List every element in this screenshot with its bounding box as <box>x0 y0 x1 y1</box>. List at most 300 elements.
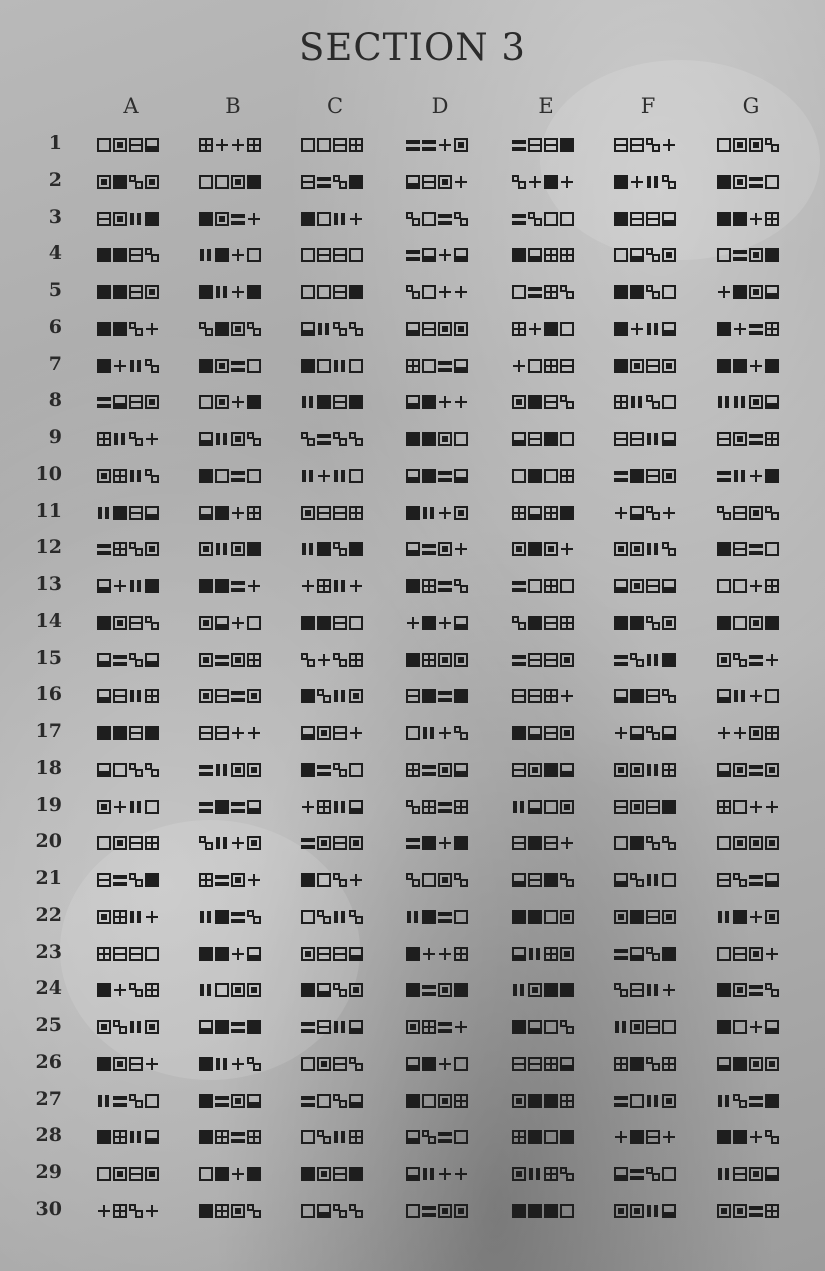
open-square-icon <box>301 138 315 152</box>
symbol-cell-b-8 <box>199 393 261 411</box>
dotted-square-icon <box>512 1094 526 1108</box>
filled-square-icon <box>512 910 526 924</box>
filled-square-icon <box>113 322 127 336</box>
symbol-cell-f-30 <box>614 1202 676 1220</box>
open-square-icon <box>215 983 229 997</box>
open-square-icon <box>662 395 676 409</box>
dotted-square-icon <box>662 1094 676 1108</box>
symbol-cell-e-19 <box>512 798 574 816</box>
twin-bars-icon <box>422 506 436 520</box>
symbol-cell-a-17 <box>97 724 159 742</box>
dotted-square-icon <box>145 1020 159 1034</box>
filled-square-icon <box>317 542 331 556</box>
split-square-icon <box>113 689 127 703</box>
dotted-square-icon <box>97 175 111 189</box>
filled-square-icon <box>406 432 420 446</box>
bottom-filled-square-icon <box>765 1020 779 1034</box>
split-square-icon <box>528 689 542 703</box>
filled-square-icon <box>247 1167 261 1181</box>
symbol-cell-d-16 <box>406 687 468 705</box>
step-squares-icon <box>662 836 676 850</box>
symbol-cell-d-8 <box>406 393 468 411</box>
step-squares-icon <box>317 910 331 924</box>
open-square-icon <box>662 873 676 887</box>
step-squares-icon <box>560 1167 574 1181</box>
symbol-cell-f-28 <box>614 1128 676 1146</box>
twin-bars-icon <box>129 689 143 703</box>
double-bar-icon <box>438 1130 452 1144</box>
plus-icon <box>438 506 452 520</box>
dotted-square-icon <box>749 1057 763 1071</box>
dotted-square-icon <box>749 138 763 152</box>
dotted-square-icon <box>113 138 127 152</box>
symbol-cell-a-22 <box>97 908 159 926</box>
dotted-square-icon <box>630 1020 644 1034</box>
symbol-cell-b-3 <box>199 210 261 228</box>
cross-square-icon <box>113 910 127 924</box>
bottom-filled-square-icon <box>512 873 526 887</box>
bottom-filled-square-icon <box>97 579 111 593</box>
filled-square-icon <box>765 1094 779 1108</box>
symbol-cell-g-27 <box>717 1092 779 1110</box>
filled-square-icon <box>528 910 542 924</box>
twin-bars-icon <box>333 689 347 703</box>
plus-icon <box>301 579 315 593</box>
bottom-filled-square-icon <box>145 653 159 667</box>
symbol-cell-c-26 <box>301 1055 363 1073</box>
plus-icon <box>454 285 468 299</box>
filled-square-icon <box>215 248 229 262</box>
filled-square-icon <box>145 726 159 740</box>
filled-square-icon <box>528 1204 542 1218</box>
symbol-cell-c-18 <box>301 761 363 779</box>
twin-bars-icon <box>333 1130 347 1144</box>
split-square-icon <box>528 432 542 446</box>
open-square-icon <box>406 726 420 740</box>
open-square-icon <box>97 1167 111 1181</box>
symbol-cell-f-3 <box>614 210 676 228</box>
row-number: 3 <box>48 205 62 228</box>
dotted-square-icon <box>765 763 779 777</box>
twin-bars-icon <box>129 579 143 593</box>
split-square-icon <box>129 138 143 152</box>
symbol-cell-d-9 <box>406 430 468 448</box>
twin-bars-icon <box>301 469 315 483</box>
split-square-icon <box>406 689 420 703</box>
step-squares-icon <box>247 432 261 446</box>
open-square-icon <box>145 947 159 961</box>
cross-square-icon <box>349 506 363 520</box>
dotted-square-icon <box>349 983 363 997</box>
open-square-icon <box>349 469 363 483</box>
symbol-cell-f-29 <box>614 1165 676 1183</box>
symbol-cell-b-12 <box>199 540 261 558</box>
step-squares-icon <box>247 1057 261 1071</box>
symbol-cell-c-22 <box>301 908 363 926</box>
open-square-icon <box>317 138 331 152</box>
dotted-square-icon <box>145 542 159 556</box>
dotted-square-icon <box>630 579 644 593</box>
step-squares-icon <box>646 616 660 630</box>
dotted-square-icon <box>438 763 452 777</box>
symbol-cell-g-28 <box>717 1128 779 1146</box>
symbol-cell-b-28 <box>199 1128 261 1146</box>
split-square-icon <box>333 248 347 262</box>
symbol-cell-c-6 <box>301 320 363 338</box>
filled-square-icon <box>113 285 127 299</box>
split-square-icon <box>630 212 644 226</box>
split-square-icon <box>560 359 574 373</box>
filled-square-icon <box>560 1130 574 1144</box>
bottom-filled-square-icon <box>630 248 644 262</box>
cross-square-icon <box>717 800 731 814</box>
step-squares-icon <box>733 653 747 667</box>
symbol-cell-f-10 <box>614 467 676 485</box>
open-square-icon <box>97 138 111 152</box>
plus-icon <box>97 1204 111 1218</box>
symbol-cell-a-26 <box>97 1055 159 1073</box>
filled-square-icon <box>630 689 644 703</box>
filled-square-icon <box>406 579 420 593</box>
double-bar-icon <box>438 212 452 226</box>
twin-bars-icon <box>317 322 331 336</box>
open-square-icon <box>317 285 331 299</box>
bottom-filled-square-icon <box>247 1094 261 1108</box>
open-square-icon <box>454 1130 468 1144</box>
twin-bars-icon <box>406 910 420 924</box>
filled-square-icon <box>614 212 628 226</box>
twin-bars-icon <box>129 469 143 483</box>
symbol-cell-c-10 <box>301 467 363 485</box>
filled-square-icon <box>199 212 213 226</box>
row-number: 10 <box>35 462 62 485</box>
filled-square-icon <box>733 1057 747 1071</box>
step-squares-icon <box>630 873 644 887</box>
plus-icon <box>145 432 159 446</box>
open-square-icon <box>560 212 574 226</box>
open-square-icon <box>145 800 159 814</box>
symbol-cell-a-28 <box>97 1128 159 1146</box>
dotted-square-icon <box>438 983 452 997</box>
double-bar-icon <box>231 212 245 226</box>
cross-square-icon <box>765 322 779 336</box>
symbol-cell-e-9 <box>512 430 574 448</box>
filled-square-icon <box>215 1167 229 1181</box>
step-squares-icon <box>145 469 159 483</box>
double-bar-icon <box>749 542 763 556</box>
filled-square-icon <box>528 836 542 850</box>
filled-square-icon <box>662 947 676 961</box>
bottom-filled-square-icon <box>765 873 779 887</box>
dotted-square-icon <box>317 836 331 850</box>
symbol-cell-c-30 <box>301 1202 363 1220</box>
symbol-cell-g-12 <box>717 540 779 558</box>
twin-bars-icon <box>717 1094 731 1108</box>
symbol-cell-e-16 <box>512 687 574 705</box>
dotted-square-icon <box>454 1204 468 1218</box>
symbol-cell-e-14 <box>512 614 574 632</box>
double-bar-icon <box>215 653 229 667</box>
plus-icon <box>749 689 763 703</box>
split-square-icon <box>544 395 558 409</box>
split-square-icon <box>630 432 644 446</box>
step-squares-icon <box>646 1057 660 1071</box>
open-square-icon <box>349 616 363 630</box>
dotted-square-icon <box>145 395 159 409</box>
double-bar-icon <box>199 800 213 814</box>
bottom-filled-square-icon <box>317 983 331 997</box>
double-bar-icon <box>422 138 436 152</box>
filled-square-icon <box>199 1057 213 1071</box>
plus-icon <box>247 873 261 887</box>
double-bar-icon <box>438 579 452 593</box>
open-square-icon <box>560 322 574 336</box>
bottom-filled-square-icon <box>454 469 468 483</box>
row-number: 5 <box>48 279 62 301</box>
double-bar-icon <box>749 175 763 189</box>
step-squares-icon <box>646 1167 660 1181</box>
plus-icon <box>231 506 245 520</box>
symbol-cell-b-18 <box>199 761 261 779</box>
bottom-filled-square-icon <box>528 726 542 740</box>
twin-bars-icon <box>646 873 660 887</box>
bottom-filled-square-icon <box>145 506 159 520</box>
plus-icon <box>231 395 245 409</box>
plus-icon <box>749 469 763 483</box>
column-header-e: E <box>538 94 554 118</box>
twin-bars-icon <box>614 1020 628 1034</box>
double-bar-icon <box>231 359 245 373</box>
symbol-cell-d-10 <box>406 467 468 485</box>
symbol-cell-c-25 <box>301 1018 363 1036</box>
twin-bars-icon <box>129 800 143 814</box>
symbol-cell-b-9 <box>199 430 261 448</box>
dotted-square-icon <box>317 1057 331 1071</box>
symbol-cell-f-5 <box>614 283 676 301</box>
symbol-cell-g-11 <box>717 504 779 522</box>
bottom-filled-square-icon <box>422 248 436 262</box>
double-bar-icon <box>231 579 245 593</box>
dotted-square-icon <box>614 1204 628 1218</box>
double-bar-icon <box>317 763 331 777</box>
plus-icon <box>454 395 468 409</box>
row-number: 8 <box>48 389 62 412</box>
filled-square-icon <box>199 359 213 373</box>
split-square-icon <box>129 506 143 520</box>
plus-icon <box>438 947 452 961</box>
bottom-filled-square-icon <box>97 763 111 777</box>
dotted-square-icon <box>349 836 363 850</box>
plus-icon <box>560 175 574 189</box>
bottom-filled-square-icon <box>614 579 628 593</box>
split-square-icon <box>544 653 558 667</box>
symbol-cell-b-15 <box>199 651 261 669</box>
bottom-filled-square-icon <box>406 1130 420 1144</box>
bottom-filled-square-icon <box>662 579 676 593</box>
open-square-icon <box>560 432 574 446</box>
filled-square-icon <box>512 1020 526 1034</box>
plus-icon <box>231 947 245 961</box>
filled-square-icon <box>528 469 542 483</box>
plus-icon <box>231 616 245 630</box>
row-number: 12 <box>35 536 62 559</box>
dotted-square-icon <box>199 689 213 703</box>
symbol-cell-c-12 <box>301 540 363 558</box>
plus-icon <box>349 873 363 887</box>
step-squares-icon <box>333 1204 347 1218</box>
step-squares-icon <box>765 506 779 520</box>
symbol-cell-d-14 <box>406 614 468 632</box>
column-header-g: G <box>742 94 760 118</box>
step-squares-icon <box>145 763 159 777</box>
symbol-cell-b-30 <box>199 1202 261 1220</box>
symbol-cell-f-11 <box>614 504 676 522</box>
symbol-cell-c-20 <box>301 834 363 852</box>
dotted-square-icon <box>145 175 159 189</box>
cross-square-icon <box>765 726 779 740</box>
symbol-cell-d-6 <box>406 320 468 338</box>
bottom-filled-square-icon <box>560 1057 574 1071</box>
filled-square-icon <box>717 322 731 336</box>
cross-square-icon <box>349 138 363 152</box>
cross-square-icon <box>560 248 574 262</box>
cross-square-icon <box>422 579 436 593</box>
symbol-cell-d-7 <box>406 357 468 375</box>
open-square-icon <box>301 1204 315 1218</box>
cross-square-icon <box>422 800 436 814</box>
bottom-filled-square-icon <box>662 726 676 740</box>
filled-square-icon <box>301 689 315 703</box>
filled-square-icon <box>97 616 111 630</box>
double-bar-icon <box>733 248 747 262</box>
open-square-icon <box>662 1167 676 1181</box>
filled-square-icon <box>247 1020 261 1034</box>
plus-icon <box>317 653 331 667</box>
symbol-cell-f-25 <box>614 1018 676 1036</box>
symbol-cell-g-29 <box>717 1165 779 1183</box>
filled-square-icon <box>97 1130 111 1144</box>
filled-square-icon <box>422 910 436 924</box>
cross-square-icon <box>544 285 558 299</box>
plus-icon <box>438 395 452 409</box>
dotted-square-icon <box>301 947 315 961</box>
symbol-cell-e-20 <box>512 834 574 852</box>
twin-bars-icon <box>422 1167 436 1181</box>
filled-square-icon <box>349 542 363 556</box>
plus-icon <box>231 1057 245 1071</box>
bottom-filled-square-icon <box>145 1130 159 1144</box>
dotted-square-icon <box>97 1020 111 1034</box>
symbol-cell-d-23 <box>406 945 468 963</box>
dotted-square-icon <box>438 542 452 556</box>
open-square-icon <box>544 1020 558 1034</box>
bottom-filled-square-icon <box>97 689 111 703</box>
symbol-cell-a-20 <box>97 834 159 852</box>
dotted-square-icon <box>749 616 763 630</box>
filled-square-icon <box>301 983 315 997</box>
plus-icon <box>438 726 452 740</box>
plus-icon <box>438 285 452 299</box>
symbol-cell-g-5 <box>717 283 779 301</box>
plus-icon <box>662 506 676 520</box>
symbol-cell-b-13 <box>199 577 261 595</box>
plus-icon <box>438 1057 452 1071</box>
open-square-icon <box>765 542 779 556</box>
bottom-filled-square-icon <box>349 800 363 814</box>
split-square-icon <box>528 653 542 667</box>
step-squares-icon <box>129 1204 143 1218</box>
twin-bars-icon <box>97 1094 111 1108</box>
dotted-square-icon <box>231 983 245 997</box>
open-square-icon <box>215 175 229 189</box>
dotted-square-icon <box>749 726 763 740</box>
symbol-cell-g-8 <box>717 393 779 411</box>
dotted-square-icon <box>199 653 213 667</box>
twin-bars-icon <box>301 542 315 556</box>
filled-square-icon <box>733 359 747 373</box>
twin-bars-icon <box>215 432 229 446</box>
filled-square-icon <box>512 1204 526 1218</box>
symbol-cell-f-19 <box>614 798 676 816</box>
symbol-cell-d-12 <box>406 540 468 558</box>
bottom-filled-square-icon <box>215 616 229 630</box>
symbol-cell-c-21 <box>301 871 363 889</box>
plus-icon <box>454 542 468 556</box>
plus-icon <box>231 836 245 850</box>
open-square-icon <box>717 836 731 850</box>
bottom-filled-square-icon <box>630 947 644 961</box>
dotted-square-icon <box>717 653 731 667</box>
bottom-filled-square-icon <box>406 542 420 556</box>
filled-square-icon <box>301 616 315 630</box>
filled-square-icon <box>97 322 111 336</box>
dotted-square-icon <box>454 653 468 667</box>
open-square-icon <box>301 910 315 924</box>
symbol-cell-f-2 <box>614 173 676 191</box>
filled-square-icon <box>544 1094 558 1108</box>
symbol-cell-e-30 <box>512 1202 574 1220</box>
symbol-cell-c-3 <box>301 210 363 228</box>
symbol-cell-g-21 <box>717 871 779 889</box>
filled-square-icon <box>614 359 628 373</box>
dotted-square-icon <box>560 910 574 924</box>
symbol-cell-g-14 <box>717 614 779 632</box>
symbol-cell-d-1 <box>406 136 468 154</box>
double-bar-icon <box>301 1020 315 1034</box>
filled-square-icon <box>544 175 558 189</box>
step-squares-icon <box>646 395 660 409</box>
twin-bars-icon <box>646 763 660 777</box>
split-square-icon <box>646 359 660 373</box>
cross-square-icon <box>614 395 628 409</box>
symbol-cell-b-29 <box>199 1165 261 1183</box>
plus-icon <box>231 1167 245 1181</box>
step-squares-icon <box>454 579 468 593</box>
step-squares-icon <box>333 983 347 997</box>
symbol-cell-a-30 <box>97 1202 159 1220</box>
dotted-square-icon <box>231 1204 245 1218</box>
filled-square-icon <box>528 616 542 630</box>
symbol-cell-a-9 <box>97 430 159 448</box>
double-bar-icon <box>528 285 542 299</box>
dotted-square-icon <box>560 726 574 740</box>
open-square-icon <box>301 1130 315 1144</box>
open-square-icon <box>215 469 229 483</box>
open-square-icon <box>301 285 315 299</box>
dotted-square-icon <box>247 836 261 850</box>
symbol-cell-f-6 <box>614 320 676 338</box>
step-squares-icon <box>349 432 363 446</box>
